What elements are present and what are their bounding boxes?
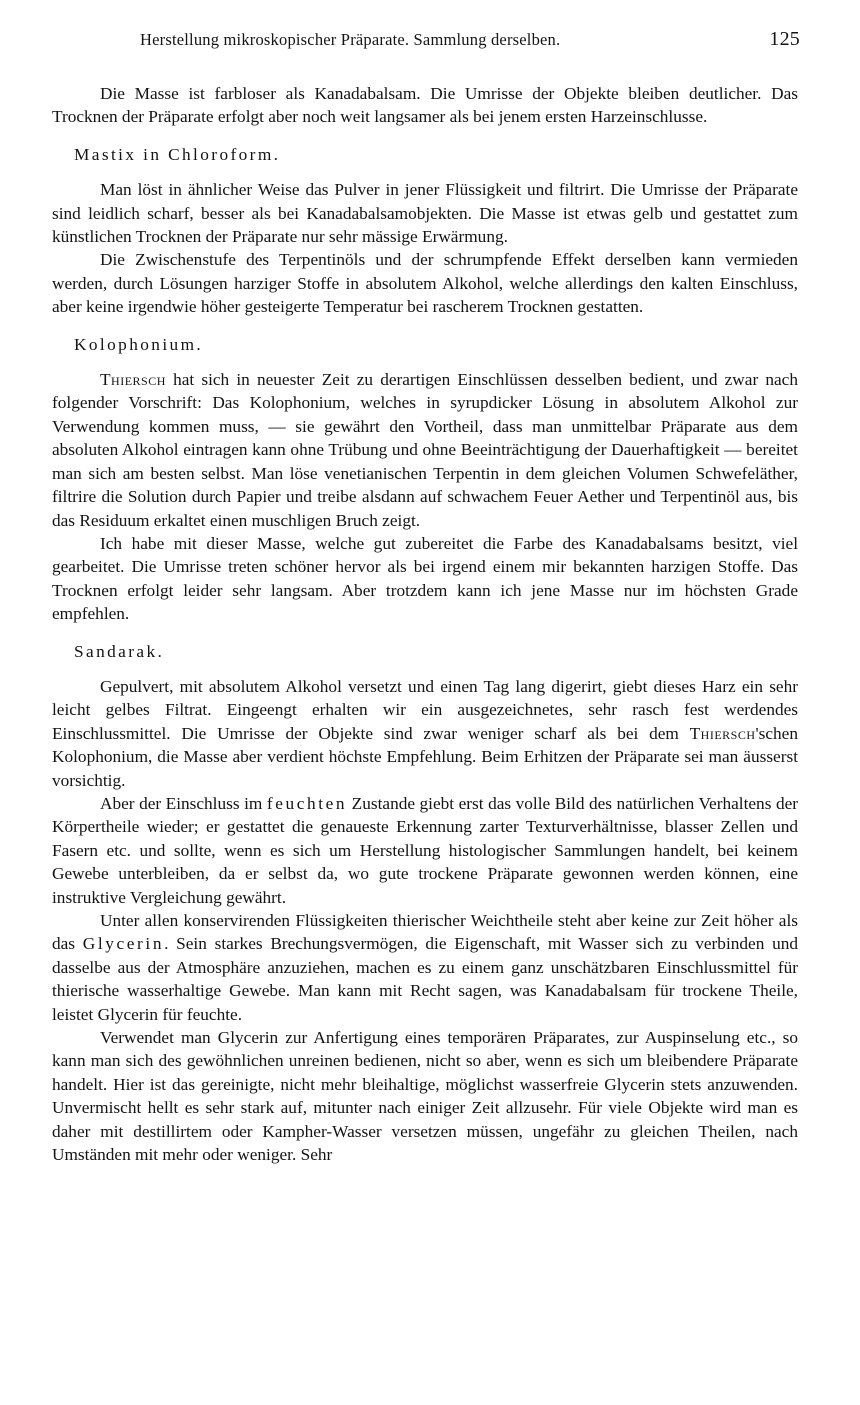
section-heading-mastix: Mastix in Chloroform. (74, 144, 281, 164)
section-heading-kolophonium: Kolophonium. (74, 334, 204, 354)
paragraph: Gepulvert, mit absolutem Alkohol versetzt und einen Tag lang digerirt, giebt dieses Harz ein sehr leicht gelbes Filtrat. Eingeengt erhalten wir ein ausgezeichnetes, sehr rasch fest werdendes Einschlussmittel. Die Umrisse der Objekte sind zwar weniger scharf als bei dem Thiersch'schen Kolophonium, die Masse aber verdient höchste Empfehlung. Beim Erhitzen der Präparate sei man äusserst vorsichtig. (52, 676, 798, 790)
paragraph: Ich habe mit dieser Masse, welche gut zubereitet die Farbe des Kanadabalsams besitzt, viel gearbeitet. Die Umrisse treten schöner hervor als bei irgend einem mir bekannten harzigen Stoffe. Das Trocknen erfolgt leider sehr langsam. Aber trotzdem kann ich jene Masse nur im höchsten Grade empfehlen. (52, 533, 798, 624)
running-header (140, 30, 800, 50)
paragraph: Unter allen konservirenden Flüssigkeiten thierischer Weichtheile steht aber keine zur Zeit höher als das Glycerin. Sein starkes Brechungsvermögen, die Eigenschaft, mit Wasser sich zu verbinden und dasselbe aus der Atmosphäre anzuziehen, machen es zu einem ganz unschätzbaren Einschlussmittel für thierische wasserhaltige Gewebe. Man kann mit Recht sagen, was Kanadabalsam für trockene Theile, leistet Glycerin für feuchte. (52, 911, 799, 1024)
author-name: Thiersch (100, 370, 166, 390)
paragraph: Aber der Einschluss im feuchten Zustande giebt erst das volle Bild des natürlichen Verhaltens der Körpertheile wieder; er gestattet die genaueste Erkennung zarter Texturverhältnisse, blasser Zellen und Fasern etc. und sollte, wenn es sich um Herstellung histologischer Sammlungen handelt, bei keinem Gewebe unterbleiben, da er selbst da, wo gute trockene Präparate gewonnen werden können, eine instruktive Vergleichung gewährt. (52, 793, 799, 907)
page-body (52, 82, 798, 1166)
emphasis-text: Glycerin (82, 934, 165, 954)
paragraph: Verwendet man Glycerin zur Anfertigung eines temporären Präparates, zur Auspinselung etc., so kann man sich des gewöhnlichen unreinen bedienen, nicht so aber, wenn es sich um bleibendere Präparate handelt. Hier ist das gereinigte, nicht mehr bleihaltige, möglichst wasserfreie Glycerin stets anzuwenden. Unvermischt hellt es sehr stark auf, mitunter nach einiger Zeit allzusehr. Für viele Objekte wird man es daher mit destillirtem oder Kampher-Wasser versetzen müssen, ungefähr zu gleichen Theilen, nach Umständen mit mehr oder weniger. Sehr (52, 1028, 798, 1165)
paragraph: Man löst in ähnlicher Weise das Pulver in jener Flüssigkeit und filtrirt. Die Umrisse der Präparate sind leidlich scharf, besser als bei Kanadabalsamobjekten. Die Masse ist etwas gelb und gestattet zum künstlichen Trocknen der Präparate nur sehr mässige Erwärmung. (52, 180, 798, 247)
running-title: Herstellung mikroskopischer Präparate. Sammlung derselben. (140, 30, 561, 49)
emphasis-text: feuchten (266, 793, 348, 813)
page-number: 125 (769, 28, 800, 50)
paragraph: Die Zwischenstufe des Terpentinöls und der schrumpfende Effekt derselben kann vermieden werden, durch Lösungen harziger Stoffe in absolutem Alkohol, welche allerdings den kalten Einschluss, aber keine irgendwie höher gesteigerte Temperatur bei rascherem Trocknen gestatten. (52, 250, 798, 317)
paragraph: Die Masse ist farbloser als Kanadabalsam. Die Umrisse der Objekte bleiben deutlicher. Das Trocknen der Präparate erfolgt aber noch weit langsamer als bei jenem ersten Harzeinschlusse. (52, 84, 798, 127)
section-heading-sandarak: Sandarak. (74, 641, 165, 661)
paragraph: Thiersch hat sich in neuester Zeit zu derartigen Einschlüssen desselben bedient, und zwar nach folgender Vorschrift: Das Kolophonium, welches in syrupdicker Lösung in absolutem Alkohol zur Verwendung kommen muss, — sie gewährt den Vortheil, dass man unmittelbar Präparate aus dem absoluten Alkohol eintragen kann ohne Trübung und ohne Beeinträchtigung der Dauerhaftigkeit — bereitet man sich am besten selbst. Man löse venetianischen Terpentin in dem gleichen Volumen Schwefeläther, filtrire die Solution durch Papier und treibe alsdann auf schwachem Feuer Aether und Terpentinöl aus, bis das Residuum erkaltet einen muschligen Bruch zeigt. (52, 370, 798, 530)
author-name: Thiersch (689, 723, 756, 743)
